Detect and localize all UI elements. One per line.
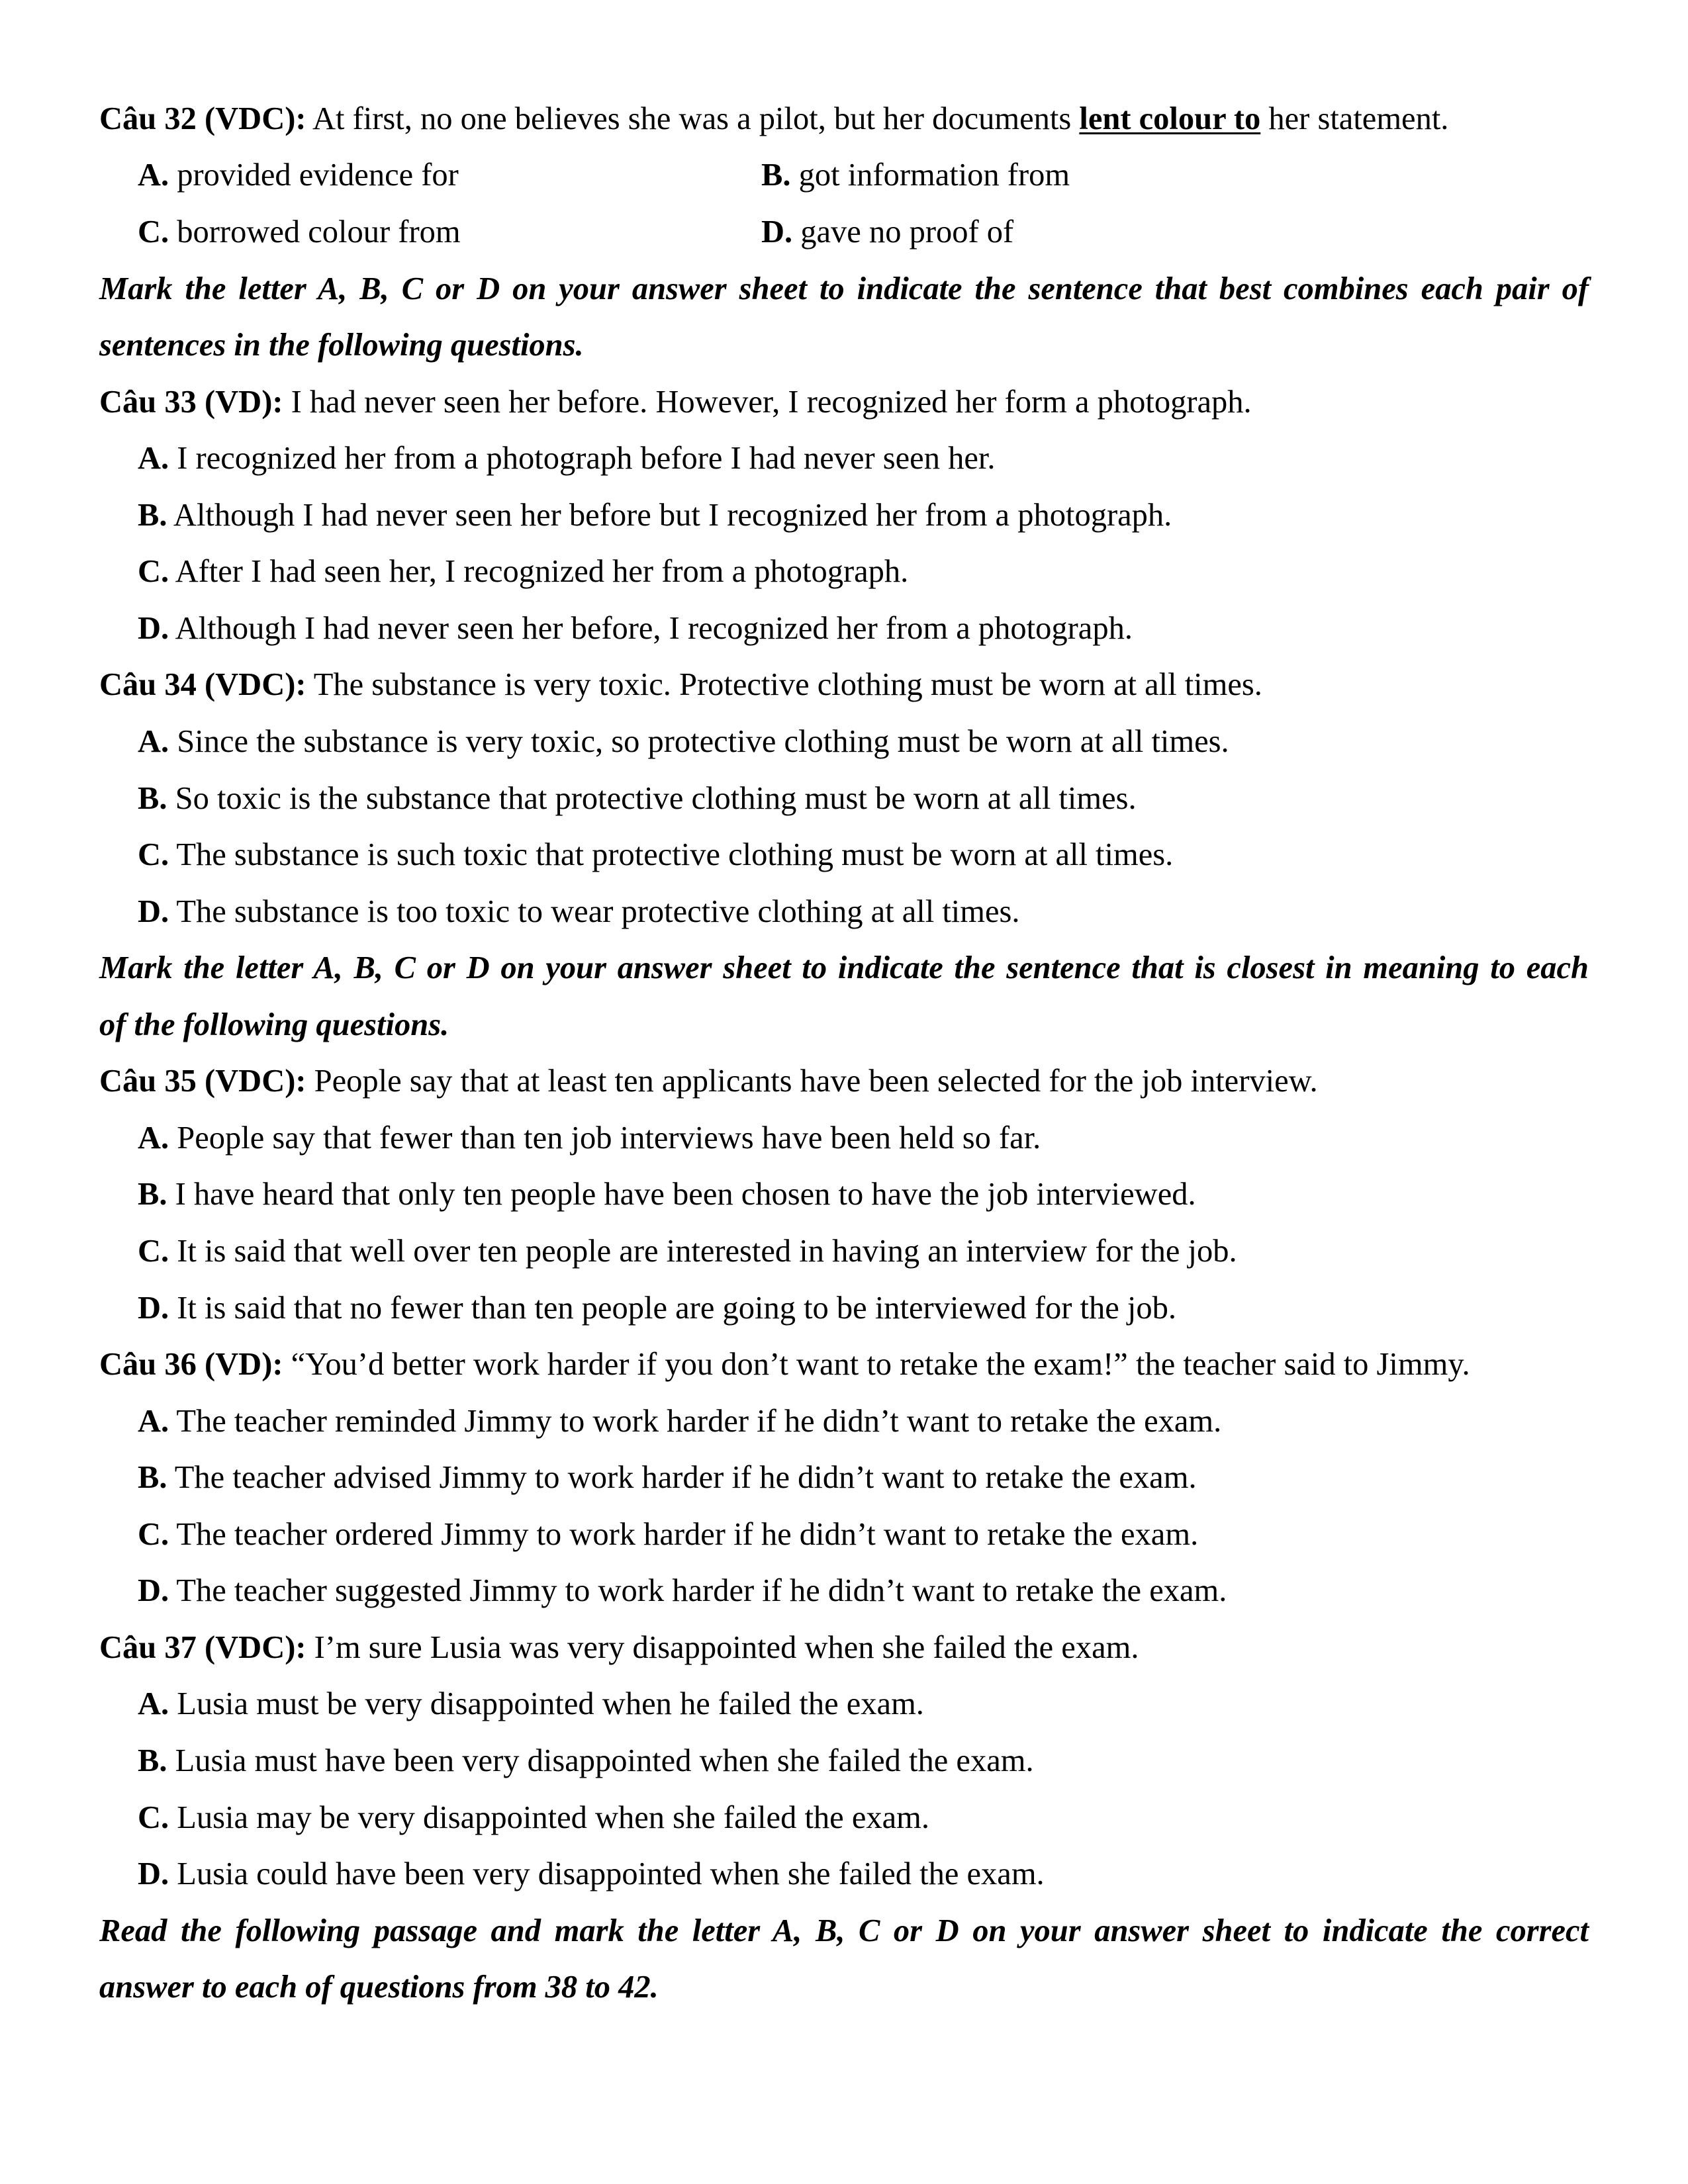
- question-37-stem: Câu 37 (VDC): I’m sure Lusia was very disappointed when she failed the exam.: [99, 1630, 1139, 1665]
- section-instruction: of the following questions.: [99, 1007, 449, 1042]
- option-a: A. The teacher reminded Jimmy to work harder if he didn’t want to retake the exam.: [138, 1404, 1222, 1439]
- option-d: D. The teacher suggested Jimmy to work harder if he didn’t want to retake the exam.: [138, 1573, 1227, 1608]
- option-b: B. Lusia must have been very disappointed when she failed the exam.: [138, 1743, 1034, 1778]
- option-c: C. Lusia may be very disappointed when she failed the exam.: [138, 1800, 929, 1835]
- question-label: Câu 36 (VD):: [99, 1347, 283, 1382]
- option-a: A. Lusia must be very disappointed when he failed the exam.: [138, 1686, 924, 1721]
- question-36-stem: Câu 36 (VD): “You’d better work harder if you don’t want to retake the exam!” the teacher said to Jimmy.: [99, 1347, 1470, 1382]
- option-c: C. The teacher ordered Jimmy to work harder if he didn’t want to retake the exam.: [138, 1517, 1199, 1552]
- option-b: B. Although I had never seen her before but I recognized her from a photograph.: [138, 498, 1172, 533]
- option-a: A. provided evidence for: [138, 158, 459, 193]
- option-d: D. Lusia could have been very disappointed when she failed the exam.: [138, 1856, 1045, 1891]
- question-label: Câu 32 (VDC):: [99, 101, 306, 136]
- question-34-stem: Câu 34 (VDC): The substance is very toxic. Protective clothing must be worn at all times.: [99, 667, 1262, 702]
- question-label: Câu 33 (VD):: [99, 385, 283, 420]
- section-instruction: Read the following passage and mark the letter A, B, C or D on your answer sheet to indicate the correct: [99, 1913, 1589, 1948]
- underlined-phrase: lent colour to: [1079, 101, 1261, 136]
- option-a: A. Since the substance is very toxic, so protective clothing must be worn at all times.: [138, 724, 1229, 759]
- option-c: C. After I had seen her, I recognized her from a photograph.: [138, 554, 909, 589]
- question-32-stem: Câu 32 (VDC): At first, no one believes she was a pilot, but her documents lent colour to her statement.: [99, 101, 1449, 136]
- question-label: Câu 37 (VDC):: [99, 1630, 306, 1665]
- option-b: B. got information from: [761, 158, 1070, 193]
- question-label: Câu 35 (VDC):: [99, 1064, 306, 1099]
- option-b: B. The teacher advised Jimmy to work harder if he didn’t want to retake the exam.: [138, 1460, 1197, 1495]
- option-a: A. People say that fewer than ten job interviews have been held so far.: [138, 1120, 1041, 1156]
- option-d: D. gave no proof of: [761, 214, 1014, 250]
- option-c: C. It is said that well over ten people are interested in having an interview for the job.: [138, 1234, 1237, 1269]
- option-b: B. So toxic is the substance that protective clothing must be worn at all times.: [138, 781, 1137, 816]
- option-d: D. The substance is too toxic to wear protective clothing at all times.: [138, 894, 1020, 929]
- option-c: C. borrowed colour from: [138, 214, 461, 250]
- option-a: A. I recognized her from a photograph before I had never seen her.: [138, 441, 996, 476]
- section-instruction: Mark the letter A, B, C or D on your answer sheet to indicate the sentence that is closest in meaning to each: [99, 950, 1589, 985]
- option-b: B. I have heard that only ten people have been chosen to have the job interviewed.: [138, 1177, 1196, 1212]
- question-35-stem: Câu 35 (VDC): People say that at least ten applicants have been selected for the job interview.: [99, 1064, 1318, 1099]
- question-33-stem: Câu 33 (VD): I had never seen her before. However, I recognized her form a photograph.: [99, 385, 1252, 420]
- question-label: Câu 34 (VDC):: [99, 667, 306, 702]
- option-d: D. Although I had never seen her before, I recognized her from a photograph.: [138, 611, 1133, 646]
- section-instruction: answer to each of questions from 38 to 42.: [99, 1970, 659, 2005]
- option-c: C. The substance is such toxic that protective clothing must be worn at all times.: [138, 837, 1174, 872]
- section-instruction: Mark the letter A, B, C or D on your answer sheet to indicate the sentence that best combines each pair of: [99, 271, 1589, 306]
- section-instruction: sentences in the following questions.: [99, 328, 584, 363]
- option-d: D. It is said that no fewer than ten people are going to be interviewed for the job.: [138, 1291, 1177, 1326]
